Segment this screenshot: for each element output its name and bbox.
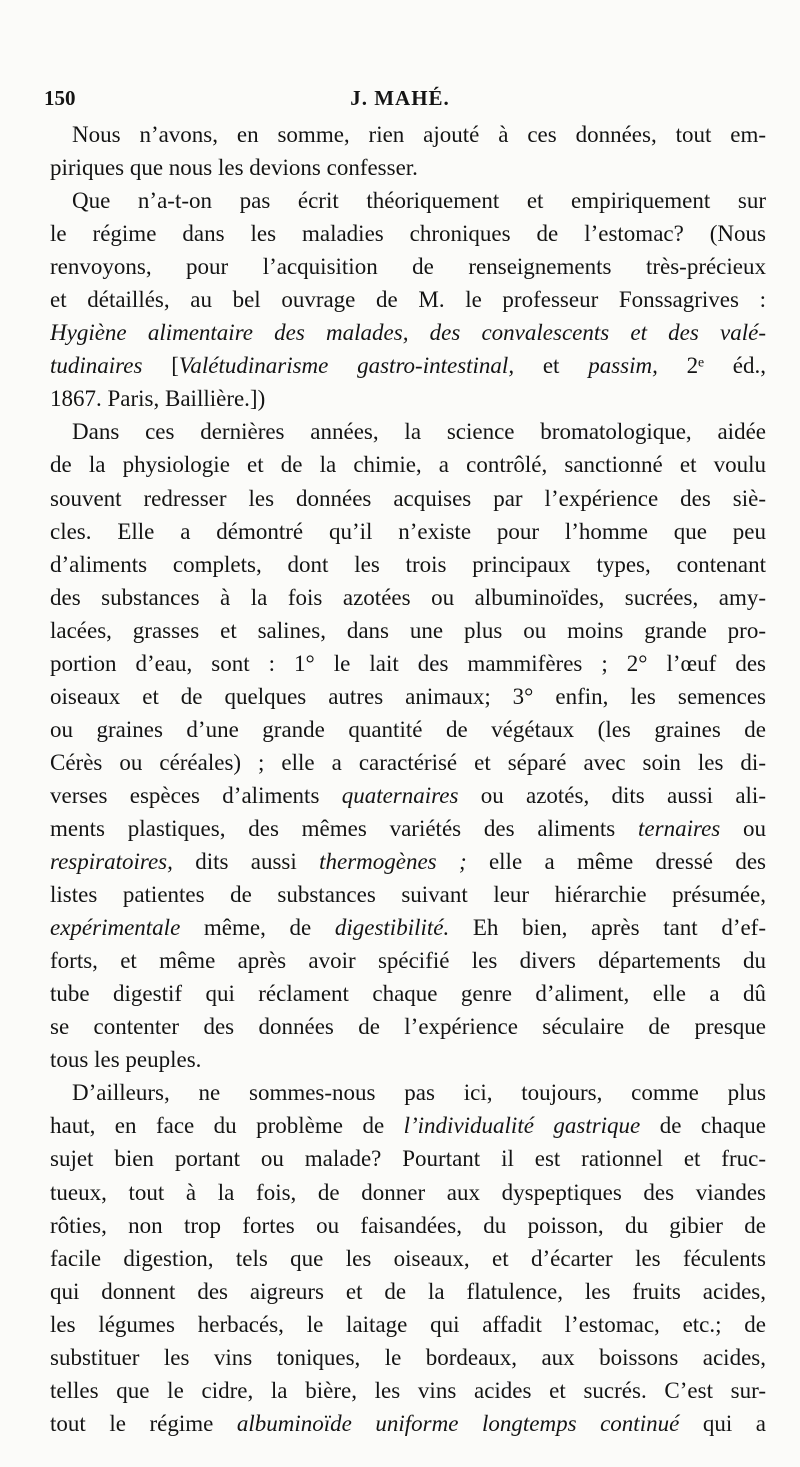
text-line — [50, 515, 766, 548]
text-segment: Eh bien, après tant d’ef- — [449, 915, 766, 941]
text-segment: forts, et même après avoir spécifié les divers départements du — [50, 948, 766, 974]
text-segment: et détaillés, au bel ouvrage de M. le professeur Fonssagrives : — [50, 287, 766, 313]
italic-text: quaternaires — [341, 782, 459, 808]
italic-text: respiratoires, — [50, 849, 173, 875]
text-segment: même, de — [180, 915, 335, 941]
text-line — [50, 283, 766, 316]
text-line — [50, 118, 766, 151]
text-line — [50, 1010, 766, 1043]
italic-text: l’individualité gastrique — [403, 1113, 641, 1139]
text-segment: les légumes herbacés, le laitage qui affadit l’estomac, etc.; de — [50, 1311, 766, 1337]
text-line — [50, 1176, 766, 1209]
text-line — [50, 1142, 766, 1175]
text-line — [50, 779, 766, 812]
text-segment: elle a même dressé des — [466, 849, 766, 875]
text-line — [50, 482, 766, 515]
text-segment: ou graines d’une grande quantité de végétaux (les graines de — [50, 716, 766, 742]
text-segment: le régime dans les maladies chroniques de l’estomac? (Nous — [50, 221, 766, 247]
text-segment: haut, en face du problème de — [50, 1113, 404, 1139]
text-segment: se contenter des données de l’expérience séculaire de presque — [50, 1014, 766, 1040]
text-line — [50, 217, 766, 250]
text-segment: cles. Elle a démontré qu’il n’existe pour l’homme que peu — [50, 518, 766, 544]
text-segment: de chaque — [640, 1113, 766, 1139]
text-line — [50, 944, 766, 977]
text-segment: de la physiologie et de la chimie, a contrôlé, sanctionné et voulu — [50, 452, 766, 478]
text-segment: oiseaux et de quelques autres animaux; 3° enfin, les semences — [50, 683, 766, 709]
text-segment: Cérès ou céréales) ; elle a caractérisé et séparé avec soin les di- — [50, 749, 766, 775]
body-text — [50, 118, 766, 1440]
text-line — [50, 382, 766, 415]
text-segment: rôties, non trop fortes ou faisandées, du poisson, du gibier de — [50, 1212, 766, 1238]
text-line — [50, 1076, 766, 1109]
text-segment: qui a — [679, 1410, 766, 1436]
text-segment: portion d’eau, sont : 1° le lait des mammifères ; 2° l’œuf des — [50, 650, 766, 676]
text-line — [50, 316, 766, 349]
page-number: 150 — [44, 86, 76, 110]
text-line — [50, 746, 766, 779]
italic-text: ternaires — [638, 815, 721, 841]
text-segment: ou — [720, 815, 766, 841]
text-segment: lacées, grasses et salines, dans une plus ou moins grande pro- — [50, 617, 766, 643]
text-line — [50, 977, 766, 1010]
text-line — [50, 1308, 766, 1341]
text-line — [50, 1374, 766, 1407]
text-segment: et — [514, 353, 589, 379]
text-segment: ments plastiques, des mêmes variétés des aliments — [50, 815, 639, 841]
text-segment: telles que le cidre, la bière, les vins acides et sucrés. C’est sur- — [50, 1377, 766, 1403]
text-line — [50, 1341, 766, 1374]
text-line — [50, 548, 766, 581]
text-line — [50, 415, 766, 448]
text-line — [50, 448, 766, 481]
italic-text: thermogènes ; — [319, 849, 467, 875]
italic-text: digestibilité. — [334, 915, 450, 941]
text-segment: D’ailleurs, ne sommes-nous pas ici, toujours, comme plus — [72, 1080, 766, 1106]
text-line — [50, 812, 766, 845]
text-segment: facile digestion, tels que les oiseaux, et d’écarter les féculents — [50, 1245, 766, 1271]
text-line — [50, 349, 766, 382]
text-line — [50, 614, 766, 647]
text-segment: renvoyons, pour l’acquisition de renseignements très-précieux — [50, 254, 766, 280]
page-header — [44, 80, 756, 114]
text-segment: d’aliments complets, dont les trois principaux types, contenant — [50, 551, 766, 577]
text-segment: sujet bien portant ou malade? Pourtant il est rationnel et fruc- — [50, 1146, 766, 1172]
text-segment: tube digestif qui réclament chaque genre d’aliment, elle a dû — [50, 981, 766, 1007]
text-line — [50, 581, 766, 614]
text-segment: tout le régime — [50, 1410, 237, 1436]
text-line — [50, 1209, 766, 1242]
text-line — [50, 184, 766, 217]
text-segment: Nous n’avons, en somme, rien ajouté à ces données, tout em- — [72, 122, 766, 147]
text-line — [50, 151, 766, 184]
text-line — [50, 1242, 766, 1275]
italic-text: expérimentale — [50, 915, 181, 941]
text-segment: souvent redresser les données acquises par l’expérience des siè- — [50, 485, 766, 511]
text-segment: 2ᵉ éd., — [657, 353, 766, 379]
text-segment: [ — [142, 353, 179, 379]
text-segment: verses espèces d’aliments — [50, 782, 342, 808]
text-line — [50, 911, 766, 944]
text-segment: Dans ces dernières années, la science bromatologique, aidée — [72, 419, 766, 445]
text-line — [50, 250, 766, 283]
italic-text: albuminoïde uniforme longtemps continué — [236, 1410, 680, 1436]
text-segment: 1867. Paris, Baillière.]) — [50, 386, 266, 412]
text-segment: qui donnent des aigreurs et de la flatulence, les fruits acides, — [50, 1278, 766, 1304]
text-line — [50, 845, 766, 878]
text-line — [50, 1407, 766, 1440]
italic-text: tudinaires — [50, 353, 143, 379]
text-line — [50, 878, 766, 911]
text-segment: ou azotés, dits aussi ali- — [458, 782, 766, 808]
text-segment: tous les peuples. — [50, 1047, 202, 1073]
text-line — [50, 680, 766, 713]
italic-text: Hygiène alimentaire des malades, des convalescents et des valé- — [50, 320, 766, 346]
text-line — [50, 1275, 766, 1308]
text-segment: des substances à la fois azotées ou albuminoïdes, sucrées, amy- — [50, 584, 766, 610]
text-segment: tueux, tout à la fois, de donner aux dyspeptiques des viandes — [50, 1179, 766, 1205]
text-segment: dits aussi — [172, 849, 320, 875]
text-line — [50, 713, 766, 746]
text-line — [50, 1109, 766, 1142]
italic-text: passim, — [588, 353, 658, 379]
text-segment: substituer les vins toniques, le bordeaux, aux boissons acides, — [50, 1344, 766, 1370]
text-segment: piriques que nous les devions confesser. — [50, 155, 418, 181]
running-title: J. MAHÉ. — [350, 86, 450, 110]
text-segment: listes patientes de substances suivant leur hiérarchie présumée, — [50, 882, 766, 908]
text-line — [50, 1043, 766, 1076]
text-segment: Que n’a-t-on pas écrit théoriquement et empiriquement sur — [72, 188, 766, 214]
italic-text: Valétudinarisme gastro-intestinal, — [178, 353, 515, 379]
text-line — [50, 647, 766, 680]
